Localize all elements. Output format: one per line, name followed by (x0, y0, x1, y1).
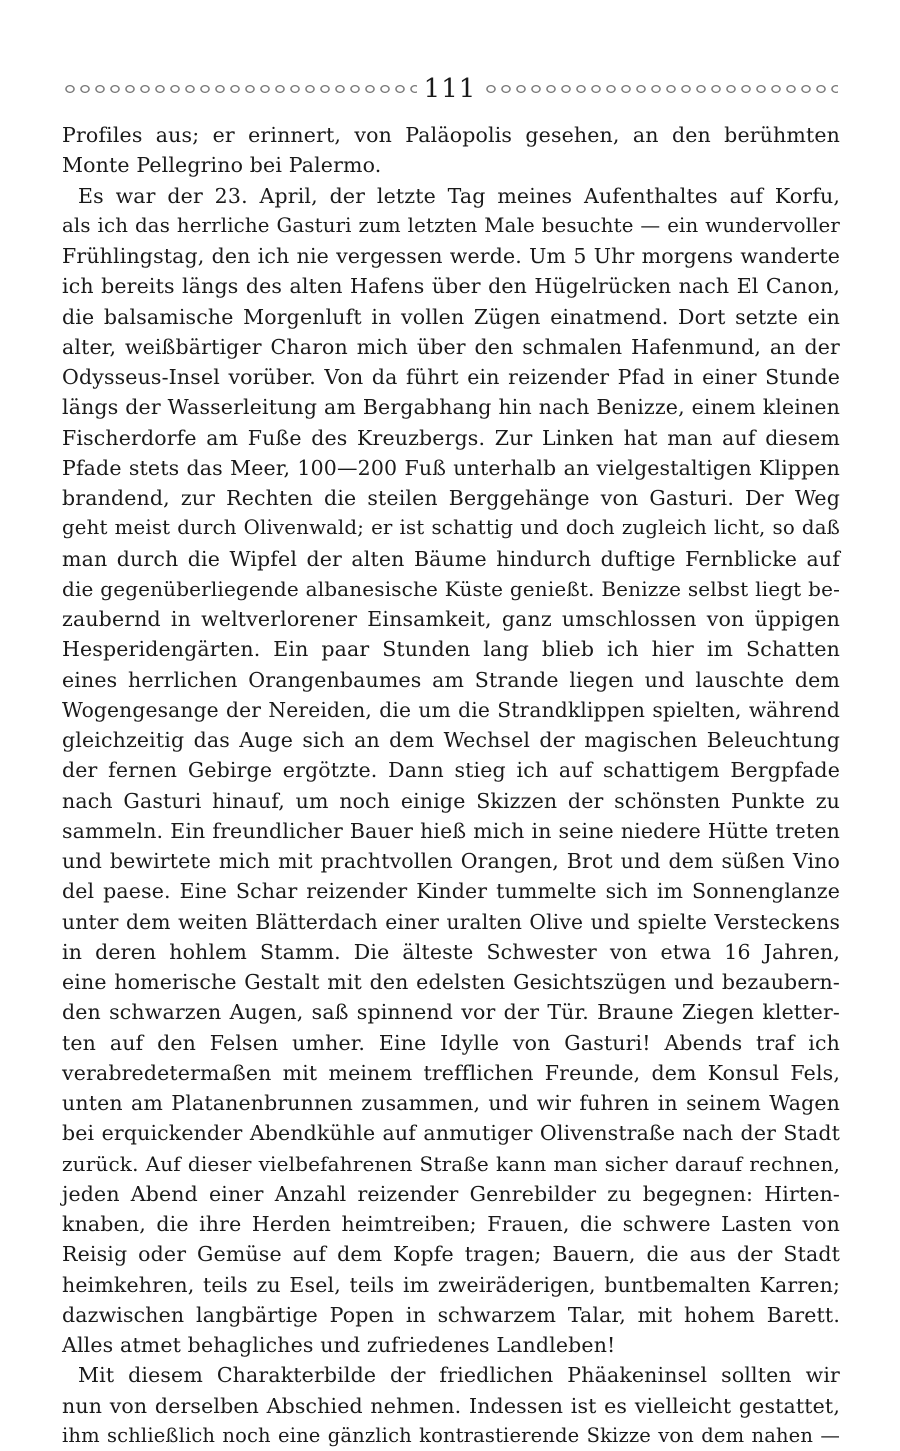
text-line: heimkehren, teils zu Esel, teils im zweiräderigen, buntbemalten Karren; (62, 1272, 840, 1297)
text-line: eine homerische Gestalt mit den edelsten Gesichtszügen und bezaubern- (62, 970, 840, 994)
body-text (62, 120, 840, 1451)
text-line: Hesperidengärten. Ein paar Stunden lang blieb ich hier im Schatten (62, 637, 840, 662)
text-line: alter, weißbärtiger Charon mich über den schmalen Hafenmund, an der (62, 334, 840, 359)
left-ornament-rule (62, 81, 417, 97)
page-number: 111 (423, 74, 477, 104)
text-line: den schwarzen Augen, saß spinnend vor der Tür. Braune Ziegen kletter- (62, 1000, 840, 1025)
text-line: del paese. Eine Schar reizender Kinder tummelte sich im Sonnenglanze (62, 879, 840, 904)
text-line: die balsamische Morgenluft in vollen Zügen einatmend. Dort setzte ein (62, 304, 840, 329)
text-line: sammeln. Ein freundlicher Bauer hieß mich in seine niedere Hütte treten (62, 818, 840, 843)
text-line: dazwischen langbärtige Popen in schwarzem Talar, mit hohem Barett. (62, 1302, 840, 1327)
text-line: Alles atmet behagliches und zufriedenes Landleben! (62, 1333, 616, 1357)
text-line: unter dem weiten Blätterdach einer uralten Olive und spielte Versteckens (62, 909, 840, 934)
text-line: Mit diesem Charakterbilde der friedlichen Phäakeninsel sollten wir (78, 1363, 840, 1388)
text-line: gleichzeitig das Auge sich an dem Wechsel der magischen Beleuchtung (62, 728, 840, 752)
text-line: ihm schließlich noch eine gänzlich kontrastierende Skizze von dem nahen — (62, 1423, 840, 1447)
text-line: zaubernd in weltverlorener Einsamkeit, ganz umschlossen von üppigen (62, 607, 840, 631)
text-line: Frühlingstag, den ich nie vergessen werde. Um 5 Uhr morgens wanderte (62, 244, 840, 268)
text-line: Pfade stets das Meer, 100—200 Fuß unterhalb an vielgestaltigen Klippen (62, 455, 840, 480)
text-line: geht meist durch Olivenwald; er ist schattig und doch zugleich licht, so daß (62, 516, 840, 540)
text-line: brandend, zur Rechten die steilen Berggehänge von Gasturi. Der Weg (62, 486, 840, 510)
text-line: ten auf den Felsen umher. Eine Idylle von Gasturi! Abends traf ich (62, 1030, 840, 1055)
text-line: knaben, die ihre Herden heimtreiben; Frauen, die schwere Lasten von (62, 1212, 840, 1236)
text-line: Wogengesange der Nereiden, die um die Strandklippen spielten, während (62, 697, 840, 722)
text-line: nun von derselben Abschied nehmen. Indessen ist es vielleicht gestattet, (62, 1393, 840, 1418)
text-line: Fischerdorfe am Fuße des Kreuzbergs. Zur Linken hat man auf diesem (62, 425, 840, 450)
text-line: in deren hohlem Stamm. Die älteste Schwester von etwa 16 Jahren, (62, 939, 840, 964)
text-line: die gegenüberliegende albanesische Küste genießt. Benizze selbst liegt be- (62, 576, 840, 601)
text-line: eines herrlichen Orangenbaumes am Strande liegen und lauschte dem (62, 667, 840, 692)
text-line: Odysseus-Insel vorüber. Von da führt ein reizender Pfad in einer Stunde (62, 365, 840, 389)
text-line: Profiles aus; er erinnert, von Paläopolis gesehen, an den berühmten (62, 123, 840, 147)
text-line: verabredetermaßen mit meinem trefflichen Freunde, dem Konsul Fels, (62, 1060, 840, 1085)
text-line: Es war der 23. April, der letzte Tag meines Aufenthaltes auf Korfu, (78, 183, 840, 208)
text-line: ich bereits längs des alten Hafens über den Hügelrücken nach El Canon, (62, 274, 840, 299)
text-line: Reisig oder Gemüse auf dem Kopfe tragen; Bauern, die aus der Stadt (62, 1242, 840, 1267)
text-line: der fernen Gebirge ergötzte. Dann stieg ich auf schattigem Bergpfade (62, 758, 840, 783)
text-line: Monte Pellegrino bei Palermo. (62, 153, 382, 178)
text-line: und bewirtete mich mit prachtvollen Orangen, Brot und dem süßen Vino (62, 849, 840, 873)
text-line: als ich das herrliche Gasturi zum letzten Male besuchte — ein wundervoller (62, 213, 840, 237)
text-line: unten am Platanenbrunnen zusammen, und wir fuhren in seinem Wagen (62, 1091, 840, 1115)
text-line: nach Gasturi hinauf, um noch einige Skizzen der schönsten Punkte zu (62, 788, 840, 813)
text-line: längs der Wasserleitung am Bergabhang hin nach Benizze, einem kleinen (62, 395, 840, 420)
right-ornament-rule (483, 81, 838, 97)
text-line: bei erquickender Abendkühle auf anmutiger Olivenstraße nach der Stadt (62, 1121, 840, 1146)
page-header (62, 72, 838, 106)
text-line: zurück. Auf dieser vielbefahrenen Straße kann man sicher darauf rechnen, (62, 1151, 840, 1176)
text-line: jeden Abend einer Anzahl reizender Genrebilder zu begegnen: Hirten- (62, 1181, 840, 1206)
text-line: man durch die Wipfel der alten Bäume hindurch duftige Fernblicke auf (62, 546, 840, 571)
